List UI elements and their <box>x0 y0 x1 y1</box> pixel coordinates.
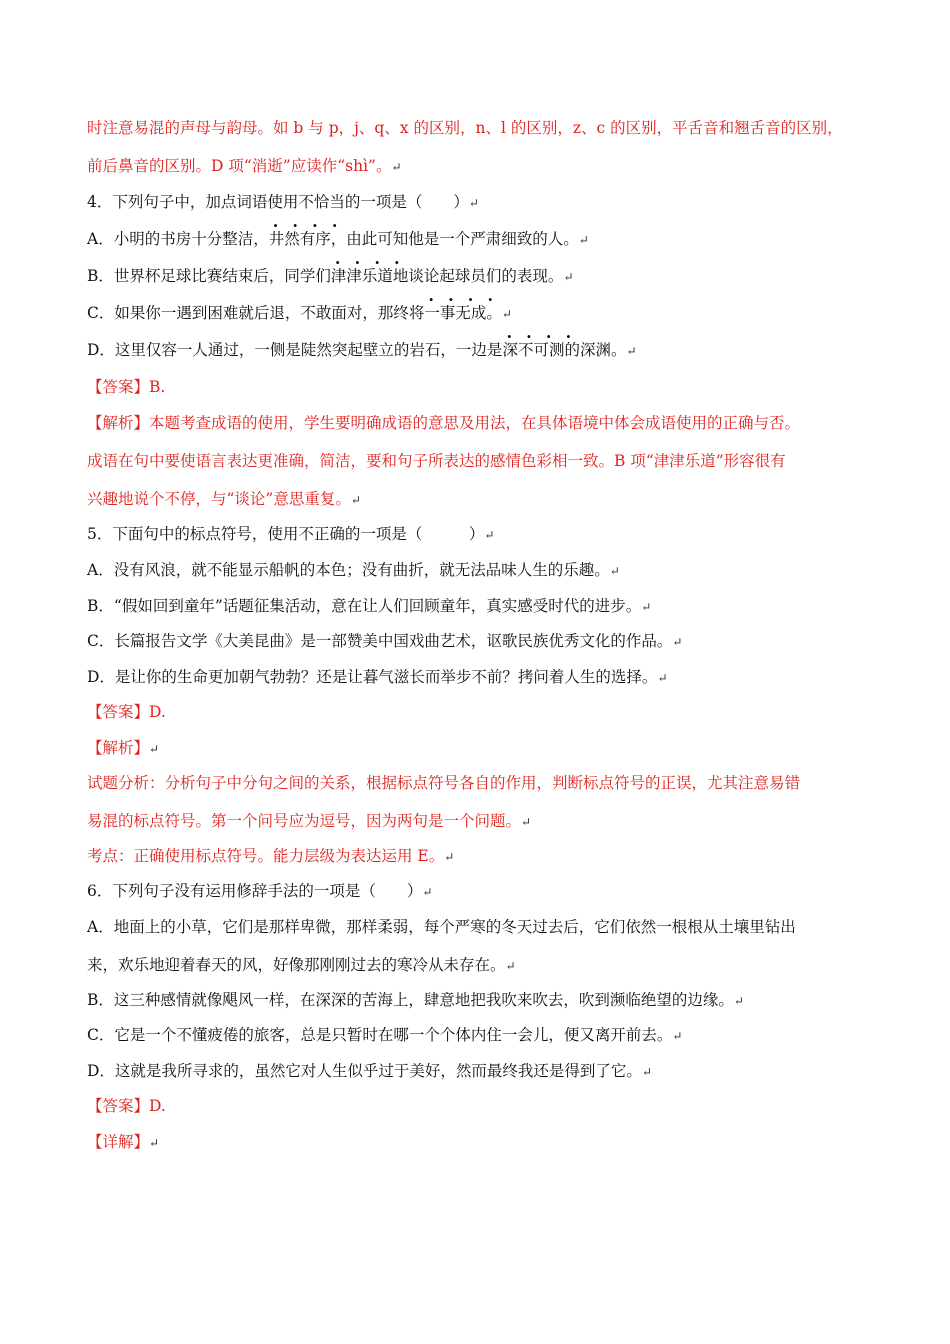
q5-option-c: C．长篇报告文学《大美昆曲》是一部赞美中国戏曲艺术，讴歌民族优秀文化的作品。↵ <box>87 632 683 650</box>
q6-detail-label: 【详解】↵ <box>87 1133 160 1151</box>
q6-stem: 6．下列句子没有运用修辞手法的一项是（ ）↵ <box>87 882 433 900</box>
q5-analysis-line-2: 易混的标点符号。第一个问号应为逗号，因为两句是一个问题。↵ <box>87 812 532 830</box>
q4-answer: 【答案】B. <box>87 378 166 396</box>
q5-answer: 【答案】D. <box>87 703 166 721</box>
q4-analysis-line-1: 【解析】本题考查成语的使用，学生要明确成语的意思及用法，在具体语境中体会成语使用的正确与否。 <box>87 414 801 432</box>
q6-option-c: C．它是一个不懂疲倦的旅客，总是只暂时在哪一个个体内住一会儿，便又离开前去。↵ <box>87 1026 683 1044</box>
q6-option-b: B．这三种感情就像飓风一样，在深深的苦海上，肆意地把我吹来吹去，吹到濒临绝望的边缘。↵ <box>87 991 744 1009</box>
q4-option-b: B．世界杯足球比赛结束后，同学们· · 津津乐道地谈论起球员们的表现。↵ <box>87 266 574 287</box>
q6-option-a-line-1: A．地面上的小草，它们是那样卑微，那样柔弱，每个严寒的冬天过去后，它们依然一根根从土壤里钻出 <box>87 918 796 936</box>
q4-stem: 4．下列句子中，加点词语使用不恰当的一项是（ ）↵ <box>87 193 479 211</box>
q3-explanation-line-1: 时注意易混的声母与韵母。如 b 与 p，j、q、x 的区别，n、l 的区别，z、c 的区别，平舌音和翘舌音的区别， <box>87 119 843 137</box>
q5-analysis-label: 【解析】↵ <box>87 739 160 757</box>
q4-analysis-line-2: 成语在句中要使语言表达更准确，简洁，要和句子所表达的感情色彩相一致。B 项“津津乐道”形容很有 <box>87 452 786 470</box>
q5-analysis-line-1: 试题分析：分析句子中分句之间的关系，根据标点符号各自的作用，判断标点符号的正误，尤其注意易错 <box>87 774 801 792</box>
q5-option-b: B．“假如回到童年”话题征集活动，意在让人们回顾童年，真实感受时代的进步。↵ <box>87 597 652 615</box>
q6-answer: 【答案】D. <box>87 1097 166 1115</box>
q4-analysis-line-3: 兴趣地说个不停，与“谈论”意思重复。↵ <box>87 490 361 508</box>
q5-point: 考点：正确使用标点符号。能力层级为表达运用 E。↵ <box>87 847 455 865</box>
q3-explanation-line-2: 前后鼻音的区别。D 项“消逝”应读作“shì”。↵ <box>87 157 402 175</box>
q6-option-d: D．这就是我所寻求的，虽然它对人生似乎过于美好，然而最终我还是得到了它。↵ <box>87 1062 652 1080</box>
emphasized-word-c: · · 一事无成 <box>424 303 486 323</box>
q5-option-d: D．是让你的生命更加朝气勃勃？还是让暮气滋长而举步不前？拷问着人生的选择。↵ <box>87 668 668 686</box>
emphasized-word-d: · · 深不可测 <box>502 340 564 360</box>
emphasized-word-a: · · 井然有序 <box>269 229 331 249</box>
q5-option-a: A．没有风浪，就不能显示船帆的本色；没有曲折，就无法品味人生的乐趣。↵ <box>87 561 620 579</box>
q5-stem: 5．下面句中的标点符号，使用不正确的一项是（ ）↵ <box>87 525 495 543</box>
q4-option-c: C．如果你一遇到困难就后退，不敢面对，那终将· · 一事无成。↵ <box>87 303 512 324</box>
emphasized-word-b: · · 津津乐道 <box>331 266 393 286</box>
q6-option-a-line-2: 来，欢乐地迎着春天的风，好像那刚刚过去的寒冷从未存在。↵ <box>87 956 516 974</box>
q4-option-d: D．这里仅容一人通过，一侧是陡然突起壁立的岩石，一边是· · 深不可测的深渊。↵ <box>87 340 637 361</box>
q4-option-a: A．小明的书房十分整洁，· · 井然有序，由此可知他是一个严肃细致的人。↵ <box>87 229 589 250</box>
